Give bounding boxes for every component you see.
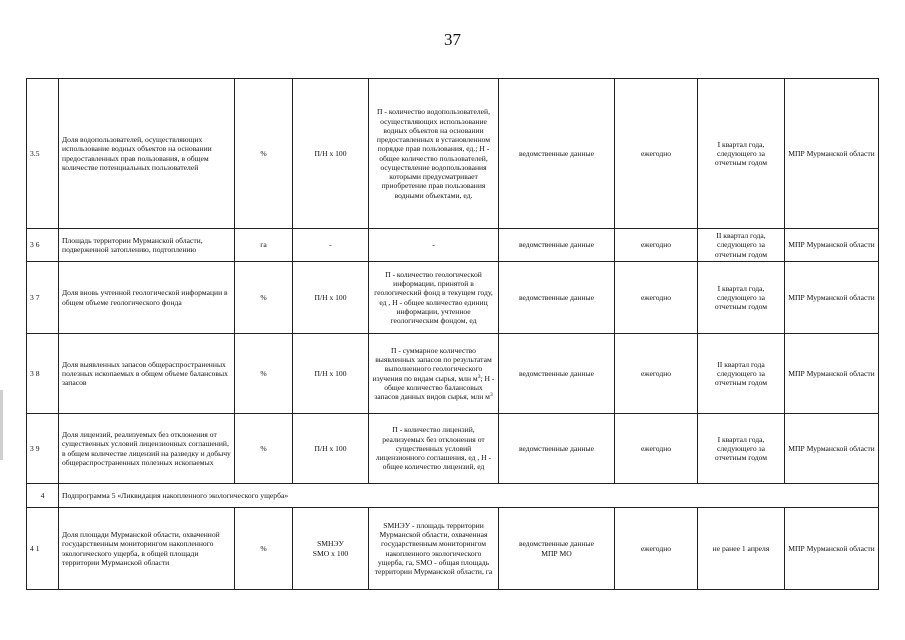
indicator-name: Доля водопользователей, осуществляющих использование водных объектов на основании предоставленных прав пользования, в общем количестве потенциальных пользователей	[59, 79, 235, 229]
frequency: ежегодно	[615, 508, 698, 590]
indicator-name: Доля вновь учтенной геологической информации в общем объеме геологического фонда	[59, 262, 235, 334]
formula	[293, 508, 369, 590]
table-row	[27, 334, 879, 414]
unit: %	[235, 508, 293, 590]
data-source: ведомственные данные	[499, 262, 615, 334]
frequency: ежегодно	[615, 79, 698, 229]
data-source: ведомственные данные	[499, 334, 615, 414]
page-number: 37	[444, 30, 461, 49]
unit: га	[235, 229, 293, 262]
indicators-table	[26, 78, 879, 590]
formula-description: SМНЭУ - площадь территории Мурманской области, охваченная государственным мониторингом накопленного экологического ущерба, га, SМО - общая площадь территории Мурманской области, га	[369, 508, 499, 590]
responsible: МПР Мурманской области	[785, 414, 879, 484]
formula-line: SМО х 100	[312, 548, 349, 558]
description-part: ; Н - общее количество балансовых запасов данных видов сырья, млн м	[374, 373, 495, 401]
table-row	[27, 414, 879, 484]
indicator-name: Доля выявленных запасов общераспространенных полезных ископаемых в общем объеме балансовых запасов	[59, 334, 235, 414]
responsible: МПР Мурманской области	[785, 334, 879, 414]
formula-line: SМНЭУ	[317, 539, 344, 549]
deadline: не ранее 1 апреля	[698, 508, 785, 590]
responsible: МПР Мурманской области	[785, 229, 879, 262]
source-line: МПР МО	[541, 548, 572, 558]
data-source: ведомственные данные	[499, 79, 615, 229]
formula: П/Н х 100	[293, 262, 369, 334]
responsible: МПР Мурманской области	[785, 508, 879, 590]
formula-description: П - количество лицензий, реализуемых без отклонения от существенных условий лицензионного соглашения, ед , Н - общее количество лицензий, ед	[369, 414, 499, 484]
subprogram-title: Подпрограмма 5 «Ликвидация накопленного экологического ущерба»	[59, 484, 879, 508]
formula: П/Н х 100	[293, 79, 369, 229]
row-number: 4 1	[27, 508, 59, 590]
indicator-name: Доля лицензий, реализуемых без отклонения от существенных условий лицензионных соглашений, в общем количестве лицензий на разведку и добычу общераспространенных полезных ископаемых	[59, 414, 235, 484]
formula-description: П - количество геологической информации, принятой в геологический фонд в текущем году, ед , Н - общее количество единиц информации, учтенное геологическим фондом, ед	[369, 262, 499, 334]
unit: %	[235, 262, 293, 334]
deadline: I квартал года, следующего за отчетным годом	[698, 414, 785, 484]
subprogram-row	[27, 484, 879, 508]
responsible: МПР Мурманской области	[785, 79, 879, 229]
unit: %	[235, 414, 293, 484]
scan-edge-mark	[0, 390, 3, 460]
responsible: МПР Мурманской области	[785, 262, 879, 334]
table-row	[27, 508, 879, 590]
row-number: 3 8	[27, 334, 59, 414]
frequency: ежегодно	[615, 334, 698, 414]
formula: П/Н х 100	[293, 414, 369, 484]
data-source: ведомственные данные	[499, 414, 615, 484]
superscript: 3	[489, 392, 493, 398]
deadline: I квартал года, следующего за отчетным годом	[698, 262, 785, 334]
formula-description: П - количество водопользователей, осуществляющих использование водных объектов на основании предоставленных в установленном порядке прав пользования, ед.; Н - общее количество пользователей, осуществление водопользования которыми предусматривает приобретение прав пользования водными объектами, ед.	[369, 79, 499, 229]
frequency: ежегодно	[615, 229, 698, 262]
row-number: 4	[27, 484, 59, 508]
source-line: ведомственные данные	[518, 539, 595, 549]
table-row	[27, 229, 879, 262]
formula-description: -	[369, 229, 499, 262]
frequency: ежегодно	[615, 262, 698, 334]
indicator-name: Площадь территории Мурманской области, подверженной затоплению, подтоплению	[59, 229, 235, 262]
unit: %	[235, 79, 293, 229]
row-number: 3.5	[27, 79, 59, 229]
unit: %	[235, 334, 293, 414]
deadline: I квартал года, следующего за отчетным годом	[698, 79, 785, 229]
frequency: ежегодно	[615, 414, 698, 484]
data-source: ведомственные данные	[499, 229, 615, 262]
table-row	[27, 79, 879, 229]
data-source	[499, 508, 615, 590]
table-row	[27, 262, 879, 334]
indicator-name: Доля площади Мурманской области, охваченной государственным мониторингом накопленного экологического ущерба, в общей площади территории Мурманской области	[59, 508, 235, 590]
formula: -	[293, 229, 369, 262]
deadline: II квартал года следующего за отчетным годом	[698, 334, 785, 414]
superscript: 3	[477, 373, 481, 380]
formula: П/Н х 100	[293, 334, 369, 414]
row-number: 3 6	[27, 229, 59, 262]
deadline: II квартал года, следующего за отчетным годом	[698, 229, 785, 262]
row-number: 3 7	[27, 262, 59, 334]
row-number: 3 9	[27, 414, 59, 484]
formula-description	[369, 334, 499, 414]
description-part: П - суммарное количество выявленных запасов по результатам выполненного геологического изучения по видам сырья, млн м	[372, 345, 492, 383]
